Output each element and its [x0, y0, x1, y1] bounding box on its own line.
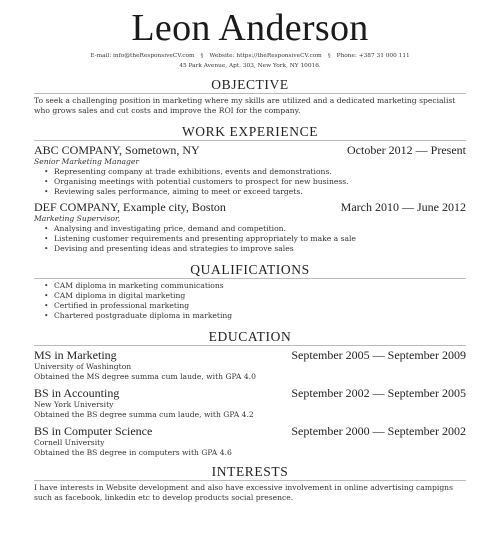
section-rule — [34, 278, 466, 279]
job-dates: March 2010 — June 2012 — [340, 200, 466, 214]
job-entry — [34, 143, 466, 197]
school-name: New York University — [34, 400, 114, 409]
job-entry — [34, 200, 466, 254]
section-title-work: WORK EXPERIENCE — [181, 124, 319, 139]
school-name: Cornell University — [34, 438, 105, 447]
qualifications-list — [34, 281, 466, 321]
job-header — [34, 200, 466, 214]
section-rule — [34, 480, 466, 481]
section-rule — [34, 140, 466, 141]
degree-note: Obtained the MS degree summa cum laude, with GPA 4.0 — [34, 371, 256, 381]
education-entry — [34, 424, 466, 457]
list-item: • Analysing and investigating price, demand and competition. — [44, 224, 466, 234]
job-dates: October 2012 — Present — [347, 143, 466, 157]
education-dates: September 2005 — September 2009 — [291, 348, 466, 362]
degree-name: BS in Computer Science — [34, 424, 153, 438]
job-role: Senior Marketing Manager — [34, 157, 140, 166]
work-section — [34, 124, 466, 254]
contact-line — [34, 51, 466, 61]
list-item: • Organising meetings with potential customers to prospect for new business. — [44, 177, 466, 187]
interests-text: I have interests in Website development and also have excessive involvement in online advertising campigns such as facebook, linkedin etc to develop products social presence. — [34, 483, 453, 502]
education-section — [34, 329, 466, 457]
section-title-qualifications: QUALIFICATIONS — [190, 262, 310, 277]
address-line: 45 Park Avenue, Apt. 303, New York, NY 10016. — [179, 63, 321, 69]
education-header — [34, 386, 466, 400]
job-duties — [34, 224, 466, 254]
degree-note: Obtained the BS degree in computers with GPA 4.6 — [34, 447, 232, 457]
list-item: • Chartered postgraduate diploma in marketing — [44, 311, 466, 321]
degree-name: MS in Marketing — [34, 348, 117, 362]
education-entry — [34, 386, 466, 419]
separator: § — [327, 53, 331, 59]
job-company: ABC COMPANY, Sometown, NY — [34, 143, 200, 157]
job-header — [34, 143, 466, 157]
job-company: DEF COMPANY, Example city, Boston — [34, 200, 226, 214]
qualifications-section — [34, 262, 466, 321]
list-item: • CAM diploma in digital marketing — [44, 291, 466, 301]
degree-note: Obtained the BS degree summa cum laude, with GPA 4.2 — [34, 409, 254, 419]
school-name: University of Washington — [34, 362, 132, 371]
section-title-objective: OBJECTIVE — [211, 77, 289, 92]
list-item: • Representing company at trade exhibitions, events and demonstrations. — [44, 167, 466, 177]
job-role: Marketing Supervisor, — [34, 214, 121, 223]
phone-text: Phone: +387 31 000 111 — [336, 53, 410, 59]
degree-name: BS in Accounting — [34, 386, 120, 400]
education-header — [34, 424, 466, 438]
section-rule — [34, 345, 466, 346]
job-duties — [34, 167, 466, 197]
section-rule — [34, 93, 466, 94]
objective-text: To seek a challenging position in marketing where my skills are utilized and a dedicated marketing specialist who grows sales and cut costs and improve the ROI for the company. — [34, 96, 456, 115]
objective-section — [34, 77, 466, 116]
candidate-name: Leon Anderson — [131, 7, 369, 49]
education-entry — [34, 348, 466, 381]
education-header — [34, 348, 466, 362]
email-text[interactable]: E-mail: info@theResponsiveCV.com — [90, 53, 195, 59]
section-title-education: EDUCATION — [208, 329, 292, 344]
list-item: • Listening customer requirements and presenting appropriately to make a sale — [44, 234, 466, 244]
interests-section — [34, 464, 466, 503]
website-text[interactable]: Website: https://theResponsiveCV.com — [209, 53, 322, 59]
separator: § — [200, 53, 204, 59]
section-title-interests: INTERESTS — [211, 464, 289, 479]
education-dates: September 2000 — September 2002 — [291, 424, 466, 438]
list-item: • Certified in professional marketing — [44, 301, 466, 311]
list-item: • Devising and presenting ideas and strategies to improve sales — [44, 244, 466, 254]
list-item: • Reviewing sales performance, aiming to meet or exceed targets. — [44, 187, 466, 197]
education-dates: September 2002 — September 2005 — [291, 386, 466, 400]
list-item: • CAM diploma in marketing communications — [44, 281, 466, 291]
